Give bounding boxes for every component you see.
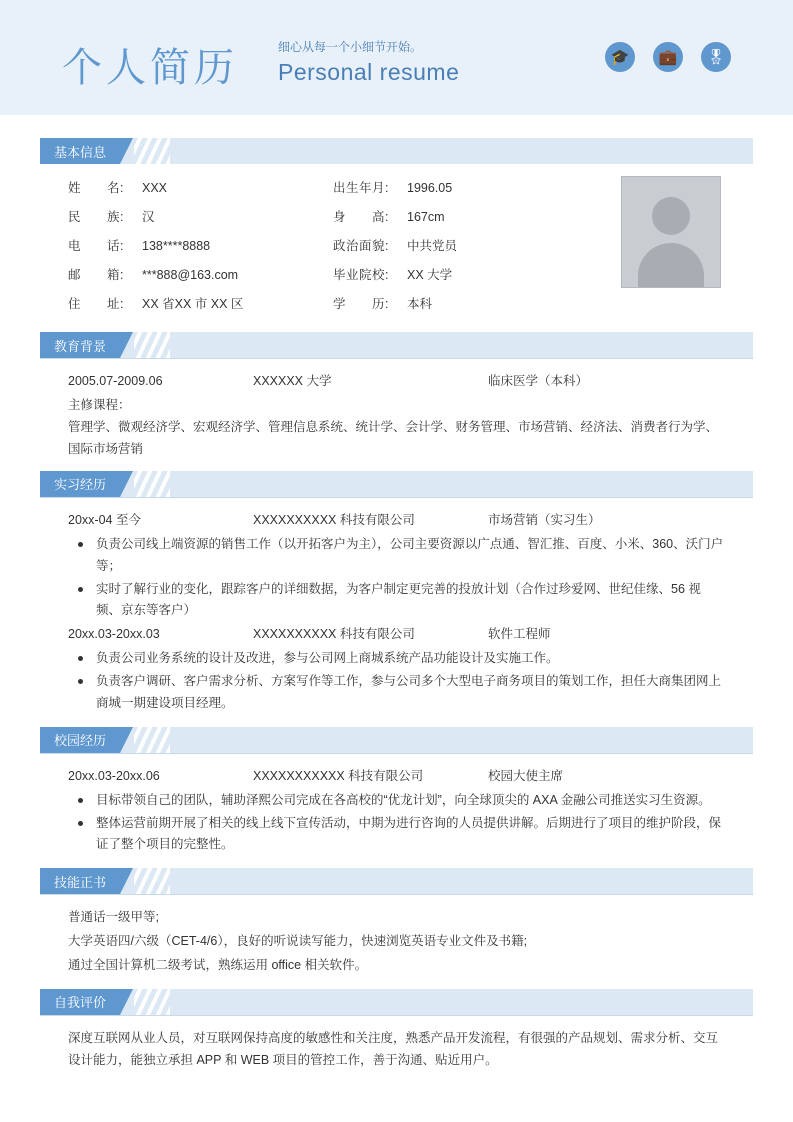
graduation-cap-icon: 🎓	[605, 42, 635, 72]
info-row-political	[333, 236, 613, 258]
info-value: 汉	[142, 209, 155, 224]
info-row-email	[68, 265, 333, 287]
campus-company: XXXXXXXXXXX 科技有限公司	[253, 768, 424, 783]
info-row-address	[68, 294, 333, 316]
info-label: 毕业院校:	[333, 267, 389, 282]
basic-info-column-right	[333, 178, 613, 322]
section-header-campus	[40, 727, 753, 753]
title-block	[278, 38, 459, 86]
info-row-ethnicity	[68, 207, 333, 229]
section-header-self-evaluation	[40, 989, 753, 1015]
section-stripes	[134, 471, 170, 497]
info-label: 电 话:	[68, 238, 124, 253]
section-stripes	[134, 727, 170, 753]
info-label: 住 址:	[68, 296, 124, 311]
info-row-birth	[333, 178, 613, 200]
internship-date: 20xx-04 至今	[68, 512, 141, 527]
header-icon-row	[605, 42, 731, 72]
education-school: XXXXXX 大学	[253, 374, 332, 389]
internship-block	[40, 498, 753, 727]
education-date: 2005.07-2009.06	[68, 374, 163, 389]
internship-role: 市场营销（实习生）	[488, 512, 601, 527]
campus-row	[68, 766, 725, 788]
info-row-degree	[333, 294, 613, 316]
section-stripes	[134, 989, 170, 1015]
avatar-head	[652, 197, 690, 235]
avatar	[621, 176, 721, 288]
education-major: 临床医学（本科）	[488, 374, 589, 389]
resume-header	[0, 0, 793, 118]
info-value: 中共党员	[407, 238, 458, 253]
section-label-campus: 校园经历	[40, 727, 120, 753]
badge-icon: 🎖	[701, 42, 731, 72]
info-value: 本科	[407, 296, 433, 311]
internship-row	[68, 510, 725, 532]
header-subtitle: 细心从每一个小细节开始。	[278, 40, 423, 54]
list-item: 目标带领自己的团队，辅助泽熙公司完成在各高校的“优龙计划”，向全球顶尖的 AXA 金融公司推送实习生资源。	[68, 790, 725, 812]
list-item: 负责公司线上端资源的销售工作（以开拓客户为主），公司主要资源以广点通、智汇推、百度、小米、360、沃门户等；	[68, 534, 725, 578]
education-row	[68, 371, 725, 393]
skill-line: 通过全国计算机二级考试，熟练运用 office 相关软件。	[68, 958, 368, 972]
basic-info-block	[40, 164, 753, 332]
skill-line: 普通话一级甲等;	[68, 910, 159, 925]
internship-items	[68, 534, 725, 623]
section-label-skills: 技能正书	[40, 868, 120, 894]
info-value: 138****8888	[142, 238, 211, 253]
campus-role: 校园大使主席	[488, 768, 564, 783]
campus-block	[40, 754, 753, 869]
list-item: 负责公司业务系统的设计及改进，参与公司网上商城系统产品功能设计及实施工作。	[68, 648, 725, 670]
self-evaluation-text: 深度互联网从业人员，对互联网保持高度的敏感性和关注度，熟悉产品开发流程，有很强的产品规划、需求分析、交互设计能力，能独立承担 APP 和 WEB 项目的管控工作，善于沟通、贴近用户。	[68, 1030, 719, 1067]
list-item: 实时了解行业的变化，跟踪客户的详细数据，为客户制定更完善的投放计划（合作过珍爱网、世纪佳缘、56 视频、京东等客户）	[68, 579, 725, 623]
education-courses: 管理学、微观经济学、宏观经济学、管理信息系统、统计学、会计学、财务管理、市场营销、经济法、消费者行为学、国际市场营销	[68, 420, 719, 456]
section-stripes	[134, 332, 170, 358]
page-title-cn: 个人简历	[62, 45, 238, 91]
education-courses-label: 主修课程：	[68, 398, 131, 413]
section-label-education: 教育背景	[40, 332, 120, 358]
info-value: ***888@163.com	[142, 267, 239, 282]
section-header-education	[40, 332, 753, 358]
info-label: 学 历:	[333, 296, 389, 311]
section-stripes	[134, 868, 170, 894]
info-row-university	[333, 265, 613, 287]
internship-row	[68, 624, 725, 646]
self-evaluation-block	[40, 1016, 753, 1082]
internship-company: XXXXXXXXXX 科技有限公司	[253, 627, 415, 642]
campus-items	[68, 790, 725, 857]
internship-items	[68, 648, 725, 715]
section-label-self-evaluation: 自我评价	[40, 989, 120, 1015]
page-title-en: Personal resume	[278, 59, 460, 85]
section-header-internship	[40, 471, 753, 497]
skills-block	[40, 895, 753, 989]
info-label: 邮 箱:	[68, 267, 124, 282]
info-value: XXX	[142, 181, 168, 195]
info-label: 姓 名:	[68, 181, 124, 195]
info-row-height	[333, 207, 613, 229]
section-label-internship: 实习经历	[40, 471, 120, 497]
list-item: 整体运营前期开展了相关的线上线下宣传活动，中期为进行咨询的人员提供讲解。后期进行了项目的维护阶段，保证了整个项目的完整性。	[68, 813, 725, 857]
info-label: 政治面貌:	[333, 238, 389, 253]
section-label-basic: 基本信息	[40, 138, 120, 164]
list-item: 负责客户调研、客户需求分析、方案写作等工作，参与公司多个大型电子商务项目的策划工作，担任大商集团网上商城一期建设项目经理。	[68, 671, 725, 715]
internship-date: 20xx.03-20xx.03	[68, 627, 160, 642]
info-label: 民 族:	[68, 209, 124, 224]
info-row-name	[68, 178, 333, 200]
info-value: XX 省XX 市 XX 区	[142, 296, 244, 311]
info-label: 出生年月:	[333, 181, 389, 195]
briefcase-icon: 💼	[653, 42, 683, 72]
internship-role: 软件工程师	[488, 627, 551, 642]
info-label: 身 高:	[333, 209, 389, 224]
info-value: 167cm	[407, 209, 445, 224]
skill-line: 大学英语四/六级（CET-4/6），良好的听说读写能力，快速浏览英语专业文件及书籍;	[68, 934, 528, 949]
info-value: 1996.05	[407, 181, 453, 195]
section-header-skills	[40, 868, 753, 894]
section-stripes	[134, 138, 170, 164]
basic-info-column-left	[68, 178, 333, 322]
info-row-phone	[68, 236, 333, 258]
internship-company: XXXXXXXXXX 科技有限公司	[253, 512, 415, 527]
education-block	[40, 359, 753, 471]
avatar-body	[638, 243, 704, 287]
section-header-basic	[40, 138, 753, 164]
campus-date: 20xx.03-20xx.06	[68, 768, 160, 783]
info-value: XX 大学	[407, 267, 453, 282]
